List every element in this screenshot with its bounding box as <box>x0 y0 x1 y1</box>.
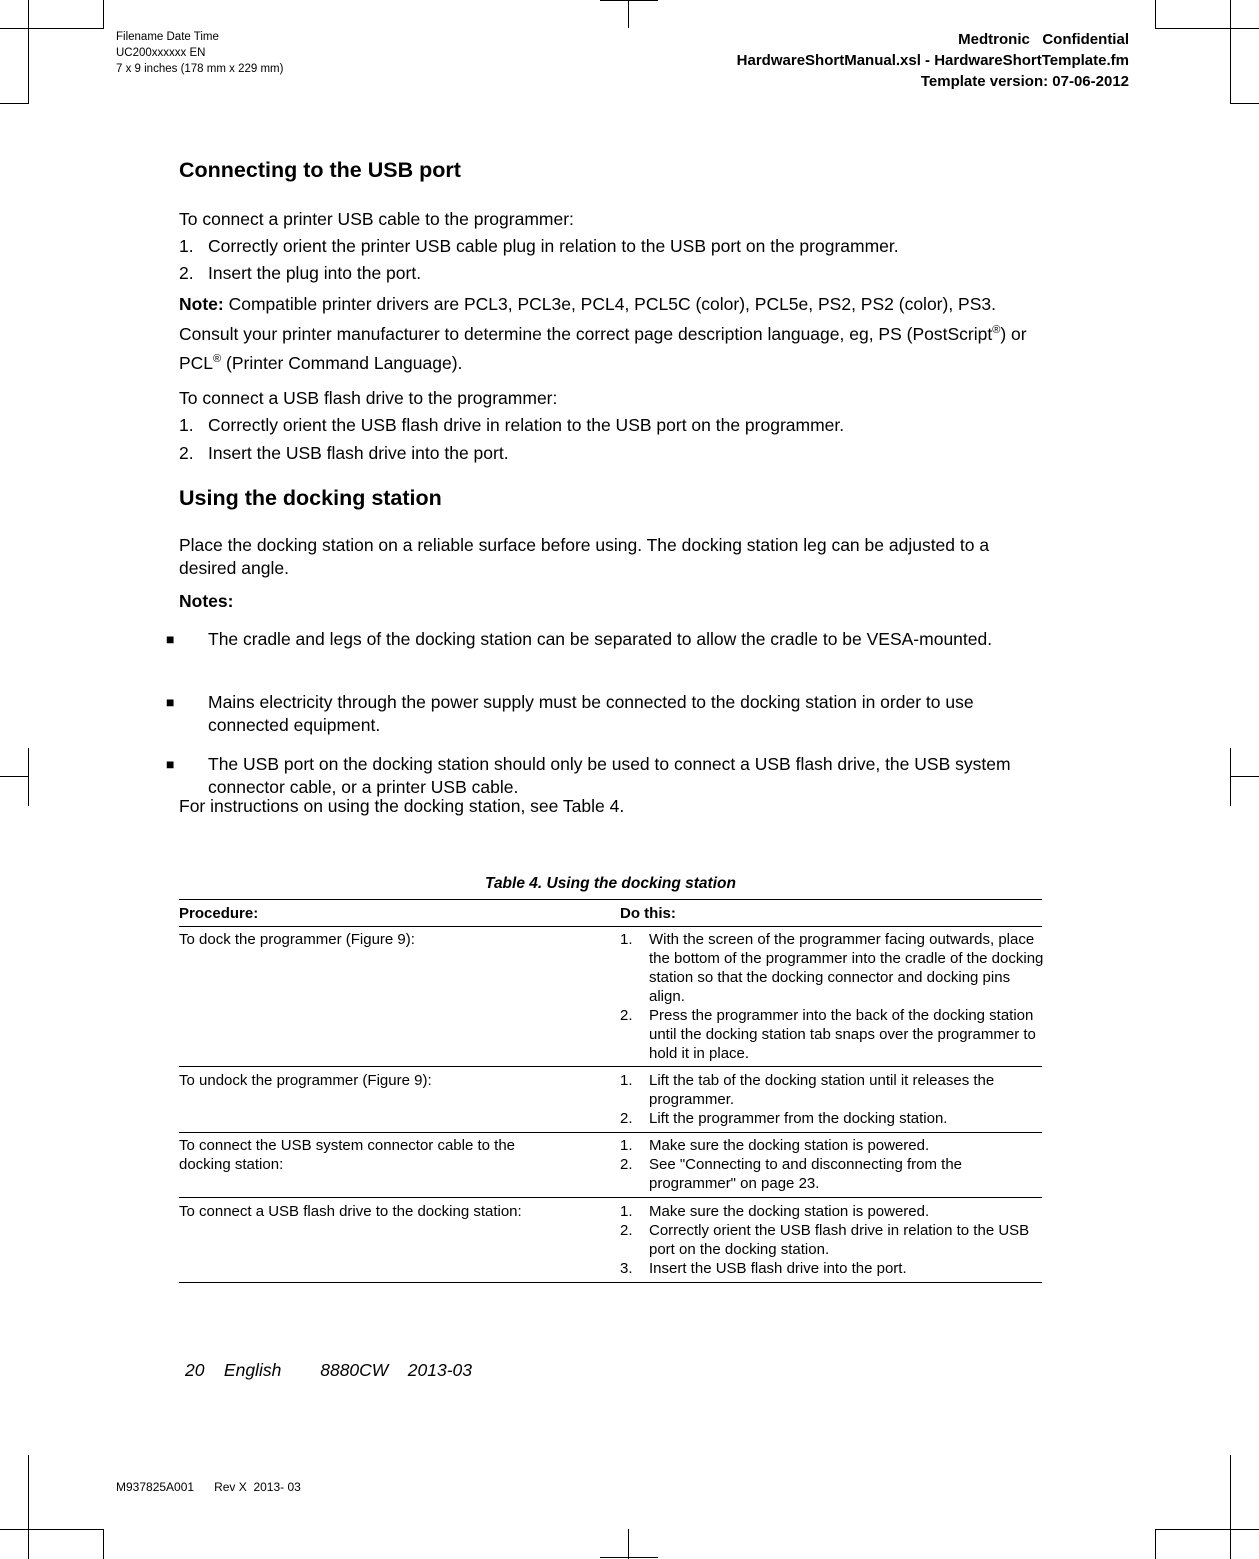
step-text: Correctly orient the USB flash drive in relation to the USB port on the programmer. <box>208 415 845 435</box>
part-number <box>116 1480 301 1494</box>
crop-mark <box>1230 0 1231 104</box>
crop-mark <box>0 28 104 29</box>
file-meta-line: UC200xxxxxx EN <box>116 47 206 59</box>
table-cell-steps <box>620 930 1050 1063</box>
docking-intro: Place the docking station on a reliable surface before using. The docking station leg can be adjusted to a desired angle. <box>179 535 990 578</box>
note-text: Mains electricity through the power supply must be connected to the docking station in order to use connected equipment. <box>208 692 974 735</box>
table-cell-steps <box>620 1202 1050 1278</box>
section-heading-usb: Connecting to the USB port <box>179 158 461 182</box>
footer-date: 2013-03 <box>407 1360 473 1380</box>
list-item <box>620 1136 1050 1155</box>
usb-printer-intro: To connect a printer USB cable to the programmer: <box>179 209 574 229</box>
header-line: Medtronic Confidential <box>958 31 1129 48</box>
step-number: 2. <box>620 1110 633 1127</box>
table-rule <box>179 1197 1042 1198</box>
step-text: See "Connecting to and disconnecting from the programmer" on page 23. <box>649 1156 963 1192</box>
footer-model: 8880CW <box>320 1360 389 1380</box>
crop-mark <box>1155 1529 1156 1559</box>
note-text: ) or PCL <box>179 323 1027 373</box>
crop-mark <box>628 0 629 28</box>
column-header-procedure: Procedure: <box>179 905 259 922</box>
crop-mark <box>28 1455 29 1559</box>
step-number: 2. <box>179 263 194 283</box>
list-item <box>620 1259 1050 1278</box>
bullet-icon: ■ <box>166 756 175 772</box>
printer-note <box>179 292 1042 376</box>
list-item <box>620 1109 1050 1128</box>
file-meta <box>116 29 283 77</box>
table-rule <box>179 1282 1042 1283</box>
step-number: 1. <box>179 415 194 435</box>
table-rule <box>179 926 1042 927</box>
step-number: 1. <box>620 1137 633 1154</box>
step-number: 1. <box>620 931 633 948</box>
step-text: Lift the programmer from the docking station. <box>649 1110 948 1127</box>
step-number: 2. <box>179 443 194 463</box>
revision: Rev X 2013- 03 <box>214 1480 301 1494</box>
list-item <box>179 441 509 465</box>
bullet-icon: ■ <box>166 631 175 647</box>
step-text: Make sure the docking station is powered. <box>649 1203 930 1220</box>
step-number: 2. <box>620 1156 633 1173</box>
step-text: With the screen of the programmer facing outwards, place the bottom of the programmer into the cradle of the docking station so that the docking connector and docking pins align. <box>649 931 1044 1005</box>
table-cell-steps <box>620 1071 1050 1128</box>
table-reference: For instructions on using the docking station, see Table 4. <box>179 796 625 816</box>
header-line: Template version: 07-06-2012 <box>920 73 1129 90</box>
list-item <box>166 753 1042 799</box>
footer-language: English <box>223 1360 282 1380</box>
crop-mark <box>1155 1529 1259 1530</box>
step-text: Insert the USB flash drive into the port. <box>208 443 509 463</box>
list-item <box>179 234 899 258</box>
crop-mark <box>1155 28 1259 29</box>
section-heading-docking: Using the docking station <box>179 486 442 510</box>
header-line: HardwareShortManual.xsl - HardwareShortTemplate.fm <box>736 52 1129 69</box>
step-number: 2. <box>620 1222 633 1239</box>
table-cell-steps <box>620 1136 1050 1193</box>
step-text: Make sure the docking station is powered. <box>649 1137 930 1154</box>
step-number: 3. <box>620 1260 633 1277</box>
crop-mark <box>0 776 28 777</box>
file-meta-line: 7 x 9 inches (178 mm x 229 mm) <box>116 63 284 75</box>
crop-mark <box>1231 103 1259 104</box>
step-number: 1. <box>179 236 194 256</box>
list-item <box>166 628 1042 651</box>
note-text: The cradle and legs of the docking station can be separated to allow the cradle to be VESA-mounted. <box>208 629 993 649</box>
page-number: 20 <box>185 1360 205 1380</box>
list-item <box>179 413 844 437</box>
confidential-header <box>737 29 1129 92</box>
step-text: Insert the plug into the port. <box>208 263 422 283</box>
list-item <box>620 1006 1050 1063</box>
crop-mark <box>28 748 29 806</box>
column-header-do-this: Do this: <box>620 905 676 922</box>
list-item <box>620 1202 1050 1221</box>
crop-mark <box>103 1529 104 1559</box>
notes-label: Notes: <box>179 591 234 611</box>
step-text: Correctly orient the printer USB cable plug in relation to the USB port on the programmer. <box>208 236 899 256</box>
list-item <box>620 1155 1050 1193</box>
list-item <box>179 261 421 285</box>
crop-mark <box>600 0 658 1</box>
crop-mark <box>1230 748 1231 806</box>
step-number: 1. <box>620 1072 633 1089</box>
list-item <box>166 691 1042 737</box>
registered-mark: ® <box>213 352 222 365</box>
crop-mark <box>103 0 104 28</box>
crop-mark <box>628 1529 629 1559</box>
step-number: 2. <box>620 1007 633 1024</box>
crop-mark <box>0 1529 104 1530</box>
step-text: Insert the USB flash drive into the port. <box>649 1260 907 1277</box>
registered-mark: ® <box>992 323 1001 336</box>
part-number-code: M937825A001 <box>116 1480 195 1494</box>
table-cell-procedure: To dock the programmer (Figure 9): <box>179 931 415 948</box>
crop-mark <box>0 103 28 104</box>
crop-mark <box>600 1557 658 1558</box>
note-label: Note: <box>179 294 224 314</box>
table-rule <box>179 1066 1042 1067</box>
step-number: 1. <box>620 1203 633 1220</box>
crop-mark <box>1155 0 1156 28</box>
note-text: (Printer Command Language). <box>221 352 463 373</box>
table-cell-procedure: To undock the programmer (Figure 9): <box>179 1072 432 1089</box>
crop-mark <box>1230 1455 1231 1559</box>
table-rule <box>179 899 1042 900</box>
usb-flash-intro: To connect a USB flash drive to the programmer: <box>179 388 558 408</box>
step-text: Press the programmer into the back of the docking station until the docking station tab snaps over the programmer to hold it in place. <box>649 1007 1036 1062</box>
table-caption: Table 4. Using the docking station <box>485 875 736 892</box>
table-cell-procedure: To connect a USB flash drive to the docking station: <box>179 1203 522 1220</box>
list-item <box>620 930 1050 1006</box>
list-item <box>620 1071 1050 1109</box>
note-text: Compatible printer drivers are PCL3, PCL3e, PCL4, PCL5C (color), PCL5e, PS2, PS2 (color), PS3. Consult your printer manufacturer to determine the correct page description language, eg, PS (PostScript <box>179 294 996 344</box>
step-text: Lift the tab of the docking station until it releases the programmer. <box>649 1072 995 1108</box>
table-cell-procedure: To connect the USB system connector cable to the docking station: <box>179 1137 516 1173</box>
crop-mark <box>1231 776 1259 777</box>
file-meta-line: Filename Date Time <box>116 31 219 43</box>
note-text: The USB port on the docking station should only be used to connect a USB flash drive, the USB system connector cable, or a printer USB cable. <box>208 754 1011 797</box>
table-rule <box>179 1132 1042 1133</box>
bullet-icon: ■ <box>166 694 175 710</box>
crop-mark <box>28 0 29 104</box>
step-text: Correctly orient the USB flash drive in relation to the USB port on the docking station. <box>649 1222 1030 1258</box>
page-footer <box>185 1360 472 1381</box>
list-item <box>620 1221 1050 1259</box>
